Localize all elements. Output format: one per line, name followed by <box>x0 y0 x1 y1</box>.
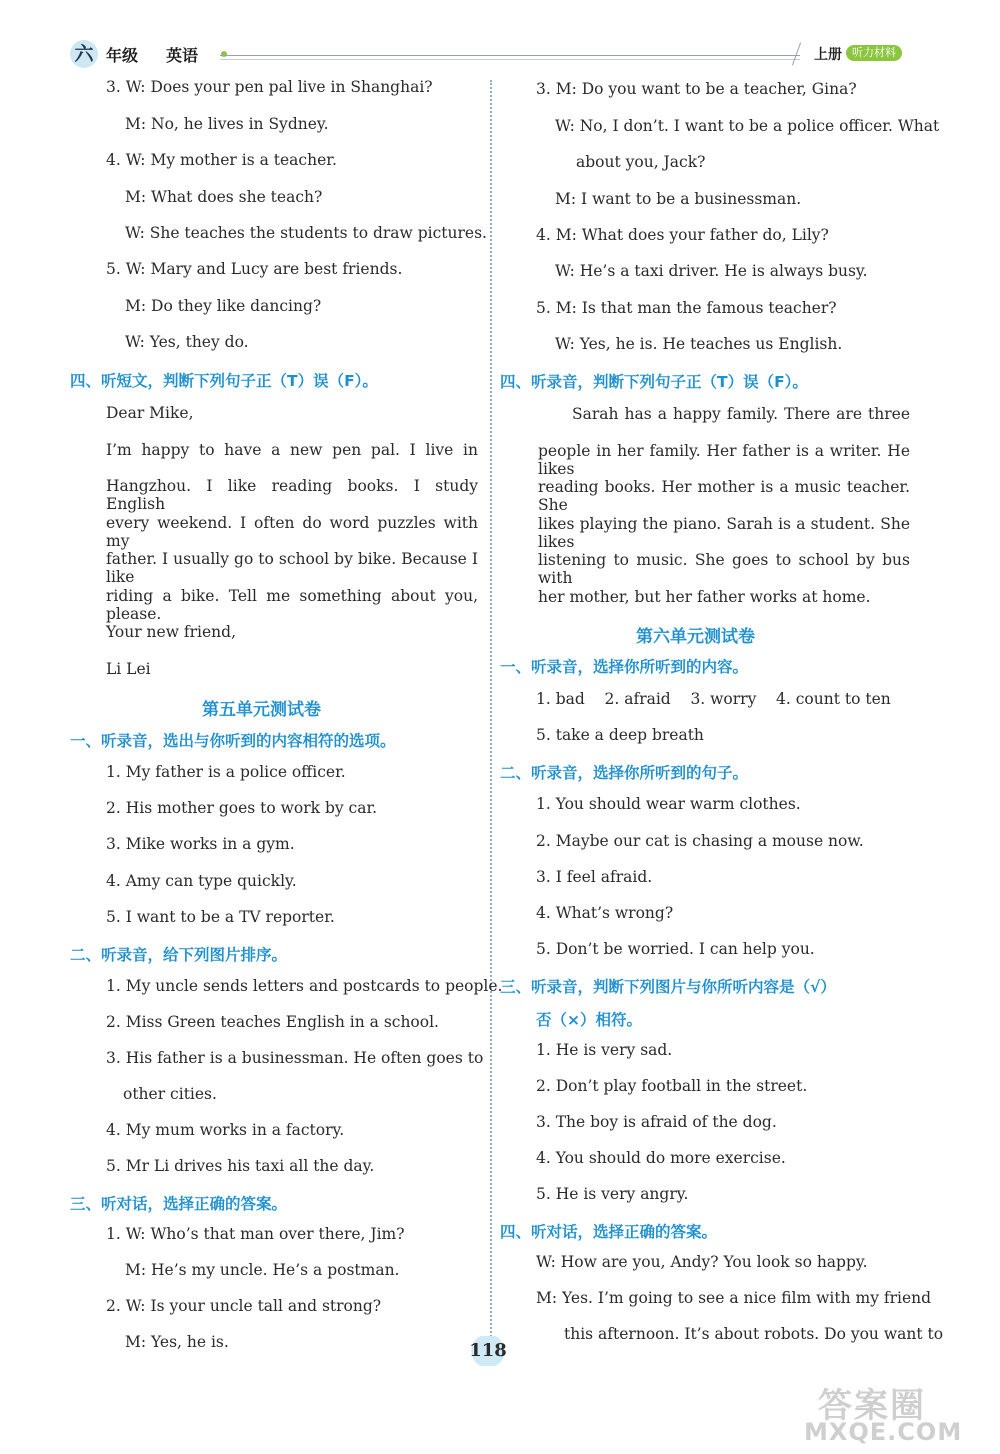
watermark-url: MXQE.COM <box>804 1418 963 1446</box>
passage-line: people in her family. Her father is a writer. He likes <box>538 442 910 478</box>
dialog-line: M: I want to be a businessman. <box>555 190 802 208</box>
dialog-line: 3. M: Do you want to be a teacher, Gina? <box>536 80 857 98</box>
list-item: 4. Amy can type quickly. <box>106 872 297 890</box>
page-header <box>70 38 920 72</box>
list-item: 4. What’s wrong? <box>536 904 674 922</box>
dialog-line: W: She teaches the students to draw pictures. <box>125 224 487 242</box>
passage-line: reading books. Her mother is a music teacher. She <box>538 478 910 514</box>
passage-line: listening to music. She goes to school by bus with <box>538 551 910 587</box>
section-heading: 一、听录音，选出与你听到的内容相符的选项。 <box>70 732 396 750</box>
header-rule-thin <box>220 59 800 60</box>
passage-line: Sarah has a happy family. There are three <box>572 405 910 423</box>
header-rule <box>220 55 800 56</box>
dialog-line: M: Do they like dancing? <box>125 297 322 315</box>
letter-line: father. I usually go to school by bike. Because I like <box>106 550 478 586</box>
letter-line: every weekend. I often do word puzzles with my <box>106 514 478 550</box>
list-item: 2. Don’t play football in the street. <box>536 1077 808 1095</box>
dialog-line: 5. M: Is that man the famous teacher? <box>536 299 837 317</box>
letter-line: I’m happy to have a new pen pal. I live in <box>106 441 478 459</box>
section-heading: 一、听录音，选择你所听到的内容。 <box>500 658 749 676</box>
dialog-line: W: Yes, he is. He teaches us English. <box>555 335 843 353</box>
list-item: 2. His mother goes to work by car. <box>106 799 378 817</box>
list-item: 5. He is very angry. <box>536 1185 689 1203</box>
dialog-line: M: He’s my uncle. He’s a postman. <box>125 1261 400 1279</box>
section-heading: 三、听录音，判断下列图片与你所听内容是（√） <box>500 978 836 996</box>
list-item: 3. The boy is afraid of the dog. <box>536 1113 777 1131</box>
subject-label: 英语 <box>166 46 199 65</box>
dialog-line: M: What does she teach? <box>125 188 323 206</box>
dialog-line: 4. M: What does your father do, Lily? <box>536 226 829 244</box>
dialog-line: this afternoon. It’s about robots. Do you want to <box>564 1325 944 1343</box>
dialog-line: 1. W: Who’s that man over there, Jim? <box>106 1225 405 1243</box>
list-item: 3. Mike works in a gym. <box>106 835 295 853</box>
list-item-cont: other cities. <box>123 1085 217 1103</box>
volume-label: 上册 <box>814 47 842 63</box>
list-item: 3. His father is a businessman. He often goes to <box>106 1049 484 1067</box>
dialog-line: W: No, I don’t. I want to be a police officer. What <box>555 117 940 135</box>
section-heading: 二、听录音，选择你所听到的句子。 <box>500 764 749 782</box>
list-item: 5. I want to be a TV reporter. <box>106 908 335 926</box>
list-item: 2. Miss Green teaches English in a school. <box>106 1013 439 1031</box>
letter-signature: Li Lei <box>106 660 151 678</box>
list-item: 4. My mum works in a factory. <box>106 1121 345 1139</box>
listening-badge: 听力材料 <box>846 45 902 61</box>
word-options: 5. take a deep breath <box>536 726 704 744</box>
dialog-line: 4. W: My mother is a teacher. <box>106 151 337 169</box>
grade-label: 年级 <box>106 46 139 65</box>
letter-closing: Your new friend, <box>106 623 236 641</box>
letter-line: riding a bike. Tell me something about you, please. <box>106 587 478 623</box>
passage-line: likes playing the piano. Sarah is a student. She likes <box>538 515 910 551</box>
section-heading: 四、听短文，判断下列句子正（T）误（F）。 <box>70 372 378 390</box>
word-options: 1. bad 2. afraid 3. worry 4. count to ten <box>536 690 891 708</box>
watermark-logo <box>798 1378 988 1446</box>
list-item: 3. I feel afraid. <box>536 868 653 886</box>
list-item: 4. You should do more exercise. <box>536 1149 786 1167</box>
section-heading: 四、听对话，选择正确的答案。 <box>500 1223 718 1241</box>
dialog-line: W: He’s a taxi driver. He is always busy. <box>555 262 868 280</box>
list-item: 2. Maybe our cat is chasing a mouse now. <box>536 832 864 850</box>
list-item: 1. My uncle sends letters and postcards to people. <box>106 977 503 995</box>
section-heading: 四、听录音，判断下列句子正（T）误（F）。 <box>500 373 808 391</box>
dialog-line: 5. W: Mary and Lucy are best friends. <box>106 260 403 278</box>
section-heading: 二、听录音，给下列图片排序。 <box>70 946 288 964</box>
section-heading-cont: 否（×）相符。 <box>536 1011 642 1029</box>
list-item: 5. Mr Li drives his taxi all the day. <box>106 1157 375 1175</box>
dialog-line: M: Yes, he is. <box>125 1333 229 1351</box>
dialog-line: 2. W: Is your uncle tall and strong? <box>106 1297 382 1315</box>
list-item: 1. You should wear warm clothes. <box>536 795 801 813</box>
grade-badge: 六 <box>70 40 98 68</box>
dialog-line: M: Yes. I’m going to see a nice film with my friend <box>536 1289 932 1307</box>
letter-greeting: Dear Mike, <box>106 404 194 422</box>
decor-dot <box>221 51 227 57</box>
watermark-main: 答案圈 <box>818 1386 926 1426</box>
list-item: 1. He is very sad. <box>536 1041 673 1059</box>
letter-line: Hangzhou. I like reading books. I study English <box>106 477 478 513</box>
page-number: 118 <box>462 1336 514 1366</box>
list-item: 1. My father is a police officer. <box>106 763 346 781</box>
unit-title: 第五单元测试卷 <box>202 700 321 720</box>
dialog-line: about you, Jack? <box>576 153 706 171</box>
passage-line: her mother, but her father works at home. <box>538 588 871 606</box>
column-divider <box>490 80 492 1360</box>
dialog-line: 3. W: Does your pen pal live in Shanghai? <box>106 78 433 96</box>
section-heading: 三、听对话，选择正确的答案。 <box>70 1195 288 1213</box>
unit-title: 第六单元测试卷 <box>636 627 755 647</box>
list-item: 5. Don’t be worried. I can help you. <box>536 940 815 958</box>
header-slash <box>792 43 801 66</box>
dialog-line: M: No, he lives in Sydney. <box>125 115 329 133</box>
dialog-line: W: Yes, they do. <box>125 333 249 351</box>
dialog-line: W: How are you, Andy? You look so happy. <box>536 1253 868 1271</box>
